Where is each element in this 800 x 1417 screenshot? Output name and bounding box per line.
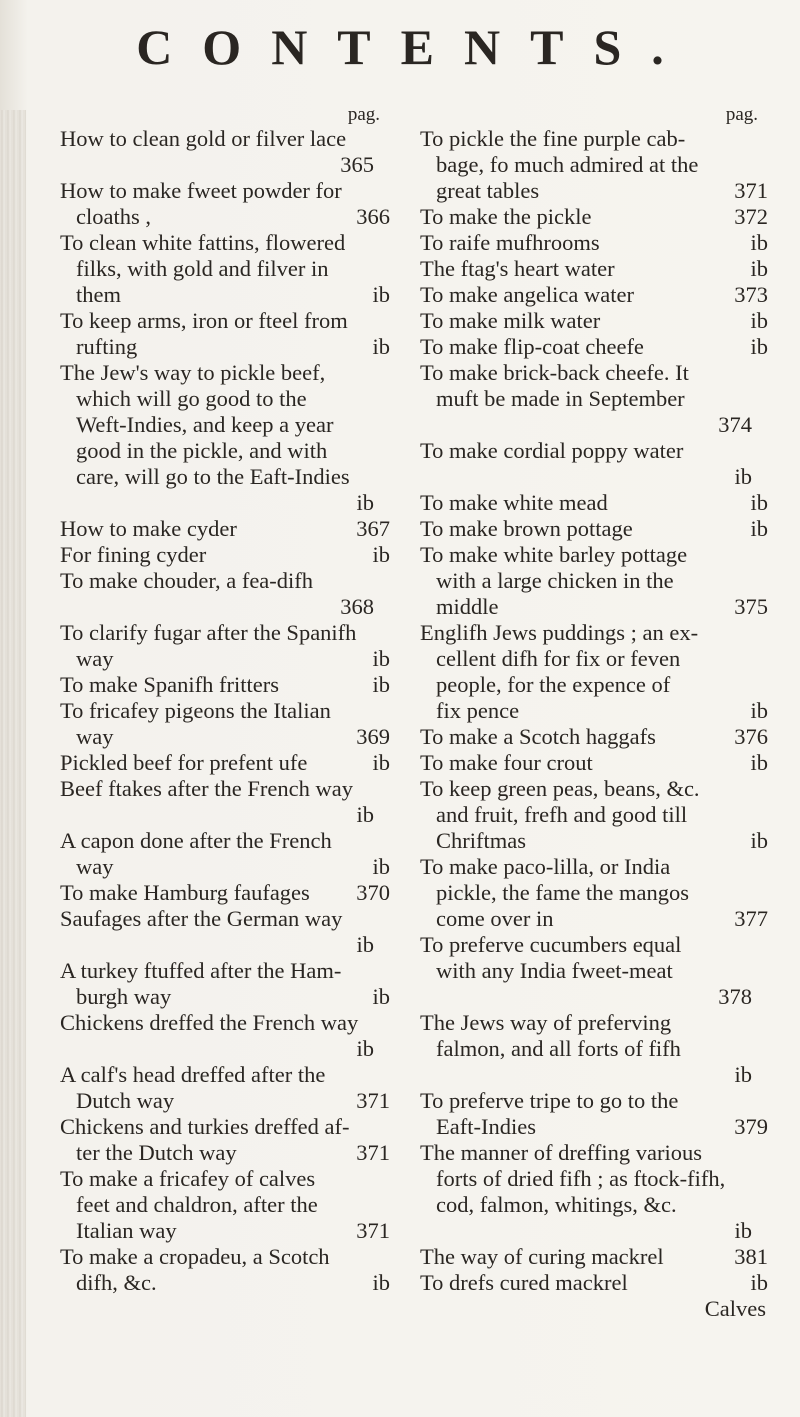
entry-text: great tables: [436, 178, 540, 203]
entry-text: way: [76, 724, 114, 749]
entry-text: cod, falmon, whitings, &c.: [436, 1192, 677, 1217]
entry-text: To make brown pottage: [420, 516, 633, 541]
entry-text: To preferve tripe to go to the: [420, 1088, 679, 1113]
entry-text: To make a cropadeu, a Scotch: [60, 1244, 330, 1269]
entry-text: forts of dried fifh ; as ftock-fifh,: [436, 1166, 726, 1191]
entry-text: To fricafey pigeons the Italian: [60, 698, 331, 723]
toc-entry: [60, 1010, 390, 1062]
entry-text: them: [76, 282, 121, 307]
page-number: ib: [734, 464, 752, 489]
page-number: 374: [718, 412, 752, 437]
toc-entry: [60, 698, 390, 750]
entry-text: The way of curing mackrel: [420, 1244, 664, 1269]
page-number: ib: [372, 1270, 390, 1295]
page-number: ib: [372, 542, 390, 567]
entry-text: Pickled beef for prefent ufe: [60, 750, 308, 775]
toc-entry: [420, 1088, 768, 1140]
page-number: 368: [340, 594, 374, 619]
entry-text: with any India fweet-meat: [436, 958, 673, 983]
page-number: 365: [340, 152, 374, 177]
catchword: Calves: [704, 1296, 766, 1321]
toc-entry: [420, 438, 768, 490]
entry-text: To make flip-coat cheefe: [420, 334, 644, 359]
entry-text: How to clean gold or filver lace: [60, 126, 347, 151]
toc-entry: [420, 204, 768, 230]
entry-text: come over in: [436, 906, 554, 931]
entry-text: Weft-Indies, and keep a year: [76, 412, 334, 437]
entry-text: falmon, and all forts of fifh: [436, 1036, 681, 1061]
page-number: ib: [750, 230, 768, 255]
entry-text: To drefs cured mackrel: [420, 1270, 628, 1295]
page-number: ib: [750, 490, 768, 515]
page-number: 379: [734, 1114, 768, 1139]
toc-entry: [60, 230, 390, 308]
page-number: 367: [356, 516, 390, 541]
entry-text: and fruit, frefh and good till: [436, 802, 688, 827]
entry-text: To make a fricafey of calves: [60, 1166, 316, 1191]
entry-text: To make Hamburg faufages: [60, 880, 310, 905]
entry-text: Chriftmas: [436, 828, 526, 853]
entry-text: To pickle the fine purple cab-: [420, 126, 686, 151]
entry-text: rufting: [76, 334, 138, 359]
page-number: ib: [356, 1036, 374, 1061]
entry-text: Beef ftakes after the French way: [60, 776, 353, 801]
entry-text: To clean white fattins, flowered: [60, 230, 346, 255]
toc-entry: [60, 1062, 390, 1114]
entry-text: To clarify fugar after the Spanifh: [60, 620, 357, 645]
entry-text: Saufages after the German way: [60, 906, 343, 931]
entry-text: To make brick-back cheefe. It: [420, 360, 689, 385]
entry-text: way: [76, 854, 114, 879]
entry-text: How to make fweet powder for: [60, 178, 342, 203]
entry-text: Englifh Jews puddings ; an ex-: [420, 620, 699, 645]
toc-entry: [420, 126, 768, 204]
page-number: 376: [734, 724, 768, 749]
page-number: 366: [356, 204, 390, 229]
page-number: ib: [356, 932, 374, 957]
page-number: ib: [356, 490, 374, 515]
entry-text: How to make cyder: [60, 516, 237, 541]
page-number: ib: [372, 334, 390, 359]
page-number: 371: [734, 178, 768, 203]
entry-text: middle: [436, 594, 499, 619]
entry-text: people, for the expence of: [436, 672, 671, 697]
toc-entry: [420, 776, 768, 854]
toc-entry: [420, 620, 768, 724]
entry-text: The ftag's heart water: [420, 256, 615, 281]
entry-text: care, will go to the Eaft-Indies: [76, 464, 350, 489]
toc-entry: [60, 1114, 390, 1166]
left-column: [60, 102, 390, 1296]
page-number: 372: [734, 204, 768, 229]
page-header: CONTENTS.: [136, 19, 694, 75]
entry-text: Chickens and turkies dreffed af-: [60, 1114, 350, 1139]
toc-entry: [420, 230, 768, 256]
toc-entry: [420, 308, 768, 334]
page-number: 381: [734, 1244, 768, 1269]
entry-text: A turkey ftuffed after the Ham-: [60, 958, 342, 983]
pag-label: pag.: [347, 104, 380, 125]
toc-entry: [420, 334, 768, 360]
page-number: 377: [734, 906, 768, 931]
toc-entry: [60, 360, 390, 516]
entry-text: To make milk water: [420, 308, 601, 333]
page-number: ib: [372, 984, 390, 1009]
toc-entry: [60, 178, 390, 230]
entry-text: To make four crout: [420, 750, 593, 775]
page-number: ib: [734, 1218, 752, 1243]
toc-entry: [420, 1140, 768, 1244]
entry-text: The Jew's way to pickle beef,: [60, 360, 326, 385]
toc-entry: [420, 932, 768, 1010]
entry-text: Italian way: [76, 1218, 177, 1243]
entry-text: For fining cyder: [60, 542, 207, 567]
entry-text: pickle, the fame the mangos: [436, 880, 690, 905]
toc-entry: [420, 516, 768, 542]
entry-text: Eaft-Indies: [436, 1114, 536, 1139]
entry-text: way: [76, 646, 114, 671]
page-number: 378: [718, 984, 752, 1009]
page-number: ib: [356, 802, 374, 827]
entry-text: Chickens dreffed the French way: [60, 1010, 359, 1035]
page-number: 373: [734, 282, 768, 307]
toc-entry: [420, 490, 768, 516]
entry-text: filks, with gold and filver in: [76, 256, 329, 281]
toc-entry: [420, 360, 768, 438]
toc-entry: [60, 1166, 390, 1244]
entry-text: To make paco-lilla, or India: [420, 854, 671, 879]
toc-entry: [420, 256, 768, 282]
page-number: ib: [372, 854, 390, 879]
entry-text: To make angelica water: [420, 282, 634, 307]
entry-text: A calf's head dreffed after the: [60, 1062, 326, 1087]
page-number: ib: [372, 646, 390, 671]
toc-entry: [60, 750, 390, 776]
toc-entry: [60, 568, 390, 620]
toc-entry: [60, 828, 390, 880]
toc-entry: [60, 672, 390, 698]
entry-text: burgh way: [76, 984, 172, 1009]
page-number: ib: [372, 672, 390, 697]
page-number: ib: [750, 516, 768, 541]
toc-entry: [420, 1270, 768, 1296]
page-number: ib: [750, 1270, 768, 1295]
entry-text: muft be made in September: [436, 386, 685, 411]
entry-text: To make chouder, a fea-difh: [60, 568, 314, 593]
page-number: 375: [734, 594, 768, 619]
entry-text: with a large chicken in the: [436, 568, 674, 593]
entry-text: ter the Dutch way: [76, 1140, 237, 1165]
entry-text: To make cordial poppy water: [420, 438, 684, 463]
page-number: 371: [356, 1088, 390, 1113]
entry-text: To keep arms, iron or fteel from: [60, 308, 348, 333]
toc-entry: [60, 880, 390, 906]
page-number: 369: [356, 724, 390, 749]
page-number: ib: [750, 256, 768, 281]
toc-entry: [420, 282, 768, 308]
page-number: ib: [750, 308, 768, 333]
page-number: 370: [356, 880, 390, 905]
toc-entry: [420, 542, 768, 620]
page-number: ib: [750, 750, 768, 775]
toc-entry: [420, 724, 768, 750]
entry-text: feet and chaldron, after the: [76, 1192, 318, 1217]
entry-text: difh, &c.: [76, 1270, 157, 1295]
entry-text: which will go good to the: [76, 386, 307, 411]
page-number: ib: [750, 334, 768, 359]
page-number: ib: [734, 1062, 752, 1087]
toc-entry: [420, 750, 768, 776]
toc-entry: [60, 906, 390, 958]
entry-text: bage, fo much admired at the: [436, 152, 699, 177]
entry-text: To make Spanifh fritters: [60, 672, 279, 697]
entry-text: fix pence: [436, 698, 520, 723]
page-number: ib: [372, 282, 390, 307]
page-number: 371: [356, 1140, 390, 1165]
right-column: [420, 102, 768, 1322]
entry-text: The manner of dreffing various: [420, 1140, 702, 1165]
entry-text: good in the pickle, and with: [76, 438, 328, 463]
entry-text: cloaths ,: [76, 204, 151, 229]
page-number: ib: [750, 698, 768, 723]
entry-text: The Jews way of preferving: [420, 1010, 672, 1035]
toc-entry: [60, 958, 390, 1010]
entry-text: To make the pickle: [420, 204, 592, 229]
pag-label: pag.: [725, 104, 758, 125]
toc-entry: [60, 308, 390, 360]
toc-entry: [60, 126, 390, 178]
toc-entry: [60, 620, 390, 672]
entry-text: A capon done after the French: [60, 828, 332, 853]
page-number: ib: [372, 750, 390, 775]
toc-entry: [60, 776, 390, 828]
toc-entry: [420, 1244, 768, 1270]
entry-text: cellent difh for fix or feven: [436, 646, 681, 671]
entry-text: To make white mead: [420, 490, 608, 515]
toc-entry: [420, 854, 768, 932]
entry-text: To raife mufhrooms: [420, 230, 600, 255]
entry-text: To make white barley pottage: [420, 542, 688, 567]
toc-entry: [60, 1244, 390, 1296]
entry-text: To keep green peas, beans, &c.: [420, 776, 700, 801]
toc-entry: [60, 542, 390, 568]
page-number: ib: [750, 828, 768, 853]
entry-text: To make a Scotch haggafs: [420, 724, 656, 749]
entry-text: To preferve cucumbers equal: [420, 932, 682, 957]
toc-entry: [420, 1010, 768, 1088]
page-number: 371: [356, 1218, 390, 1243]
entry-text: Dutch way: [76, 1088, 175, 1113]
page-gutter: [0, 110, 26, 1417]
toc-entry: [60, 516, 390, 542]
